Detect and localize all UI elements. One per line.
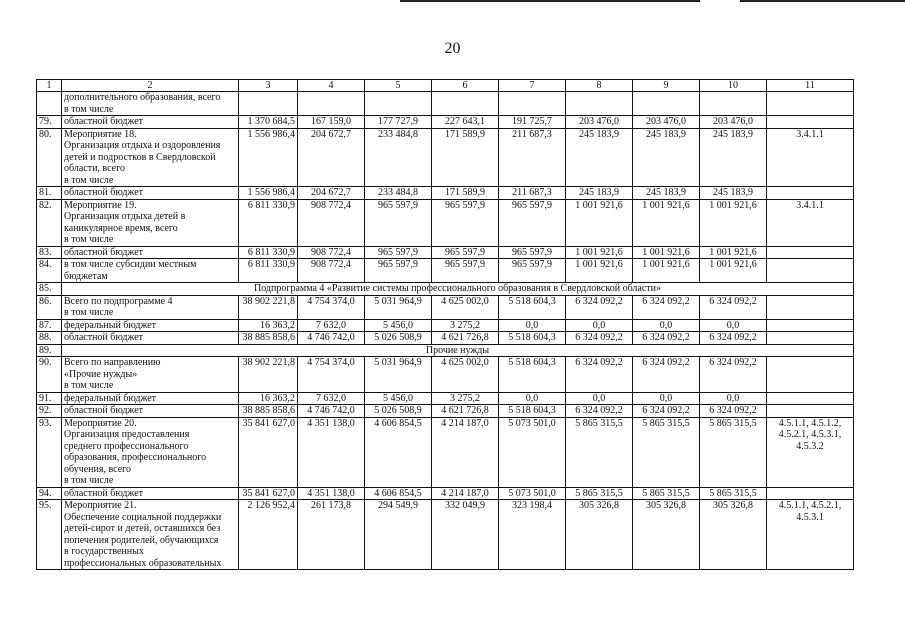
value-cell: 4 754 374,0 xyxy=(298,295,365,319)
target-ref-cell xyxy=(767,487,854,500)
value-cell: 245 183,9 xyxy=(700,128,767,187)
value-cell: 4 621 726,8 xyxy=(432,405,499,418)
value-cell: 0,0 xyxy=(499,319,566,332)
value-cell: 7 632,0 xyxy=(298,319,365,332)
value-cell: 965 597,9 xyxy=(365,199,432,246)
value-cell xyxy=(365,92,432,116)
value-cell: 5 865 315,5 xyxy=(633,417,700,487)
table-row xyxy=(37,500,854,570)
row-number: 92. xyxy=(37,405,62,418)
value-cell: 305 326,8 xyxy=(700,500,767,570)
value-cell: 227 643,1 xyxy=(432,116,499,129)
value-cell: 305 326,8 xyxy=(633,500,700,570)
value-cell: 5 031 964,9 xyxy=(365,357,432,393)
value-cell: 261 173,8 xyxy=(298,500,365,570)
row-name-line: в том числе xyxy=(64,103,114,115)
row-name-line: «Прочие нужды» xyxy=(64,368,138,380)
row-number: 91. xyxy=(37,392,62,405)
value-cell: 6 324 092,2 xyxy=(700,295,767,319)
value-cell: 0,0 xyxy=(633,392,700,405)
value-cell: 4 621 726,8 xyxy=(432,332,499,345)
target-ref-cell xyxy=(767,128,854,187)
row-name-line: Мероприятие 19. xyxy=(64,199,137,211)
value-cell: 6 324 092,2 xyxy=(633,357,700,393)
row-number: 94. xyxy=(37,487,62,500)
value-cell: 4 606 854,5 xyxy=(365,417,432,487)
row-name-line: областной бюджет xyxy=(64,405,144,416)
value-cell: 171 589,9 xyxy=(432,187,499,200)
column-header-cell: 8 xyxy=(566,80,633,92)
row-number xyxy=(37,92,62,116)
column-header-cell: 6 xyxy=(432,80,499,92)
row-name-line: попечения родителей, обучающихся xyxy=(64,534,219,546)
value-cell: 245 183,9 xyxy=(633,187,700,200)
row-name xyxy=(62,417,239,487)
column-header-cell: 10 xyxy=(700,80,767,92)
value-cell: 5 031 964,9 xyxy=(365,295,432,319)
row-name xyxy=(62,128,239,187)
value-cell: 5 865 315,5 xyxy=(700,487,767,500)
row-name xyxy=(62,92,239,116)
target-ref-cell xyxy=(767,199,854,246)
table-row xyxy=(37,246,854,259)
row-name-line: Мероприятие 18. xyxy=(64,128,137,140)
target-ref-cell xyxy=(767,332,854,345)
target-ref-cell xyxy=(767,295,854,319)
target-ref-line: 4.5.3.2 xyxy=(796,440,824,452)
value-cell: 908 772,4 xyxy=(298,259,365,283)
value-cell: 1 001 921,6 xyxy=(700,246,767,259)
row-number: 90. xyxy=(37,357,62,393)
target-ref-line: 4.5.3.1 xyxy=(796,511,824,523)
value-cell: 191 725,7 xyxy=(499,116,566,129)
target-ref-cell xyxy=(767,92,854,116)
value-cell xyxy=(239,92,298,116)
value-cell: 6 811 330,9 xyxy=(239,246,298,259)
value-cell: 1 001 921,6 xyxy=(700,259,767,283)
value-cell: 4 754 374,0 xyxy=(298,357,365,393)
value-cell: 16 363,2 xyxy=(239,392,298,405)
value-cell: 965 597,9 xyxy=(365,246,432,259)
target-ref-cell xyxy=(767,259,854,283)
value-cell: 0,0 xyxy=(700,392,767,405)
row-name xyxy=(62,332,239,345)
row-name-line: дополнительного образования, всего xyxy=(64,92,221,103)
row-number: 93. xyxy=(37,417,62,487)
row-name xyxy=(62,405,239,418)
row-name-line: в том числе xyxy=(64,307,114,318)
row-name-line: Организация отдыха детей в xyxy=(64,211,186,222)
value-cell: 5 865 315,5 xyxy=(566,417,633,487)
row-number: 82. xyxy=(37,199,62,246)
row-number: 84. xyxy=(37,259,62,283)
table-row xyxy=(37,487,854,500)
value-cell: 0,0 xyxy=(566,392,633,405)
row-number: 88. xyxy=(37,332,62,345)
column-header-cell: 5 xyxy=(365,80,432,92)
value-cell: 4 214 187,0 xyxy=(432,487,499,500)
value-cell: 965 597,9 xyxy=(365,259,432,283)
value-cell: 6 324 092,2 xyxy=(566,295,633,319)
column-header-cell: 3 xyxy=(239,80,298,92)
section-title: Подпрограмма 4 «Развитие системы профессионального образования в Свердловской области» xyxy=(62,283,854,296)
row-name-line: детей и подростков в Свердловской xyxy=(64,151,216,163)
row-name-line: Организация отдыха и оздоровления xyxy=(64,140,221,151)
row-number: 79. xyxy=(37,116,62,129)
value-cell xyxy=(432,92,499,116)
row-name xyxy=(62,392,239,405)
value-cell: 171 589,9 xyxy=(432,128,499,187)
value-cell: 211 687,3 xyxy=(499,187,566,200)
value-cell: 908 772,4 xyxy=(298,199,365,246)
value-cell: 3 275,2 xyxy=(432,319,499,332)
value-cell: 1 556 986,4 xyxy=(239,128,298,187)
row-name-line: в том числе xyxy=(64,475,114,486)
value-cell: 3 275,2 xyxy=(432,392,499,405)
row-name-line: областной бюджет xyxy=(64,187,144,198)
row-name xyxy=(62,259,239,283)
top-rule-right xyxy=(740,0,905,2)
value-cell: 4 214 187,0 xyxy=(432,417,499,487)
value-cell: 5 518 604,3 xyxy=(499,357,566,393)
value-cell: 4 351 138,0 xyxy=(298,487,365,500)
value-cell: 35 841 627,0 xyxy=(239,487,298,500)
row-name-line: профессиональных образовательных xyxy=(64,557,222,569)
value-cell: 4 746 742,0 xyxy=(298,405,365,418)
value-cell: 38 902 221,8 xyxy=(239,357,298,393)
value-cell: 1 001 921,6 xyxy=(633,259,700,283)
table-row xyxy=(37,92,854,116)
value-cell: 1 001 921,6 xyxy=(566,246,633,259)
value-cell: 1 001 921,6 xyxy=(700,199,767,246)
table-row xyxy=(37,319,854,332)
value-cell: 908 772,4 xyxy=(298,246,365,259)
value-cell: 6 324 092,2 xyxy=(633,295,700,319)
row-name-line: Мероприятие 20. xyxy=(64,417,137,429)
row-number: 89. xyxy=(37,344,62,357)
table-row xyxy=(37,392,854,405)
target-ref-cell xyxy=(767,500,854,570)
value-cell xyxy=(298,92,365,116)
value-cell: 245 183,9 xyxy=(566,187,633,200)
target-ref-line: 3.4.1.1 xyxy=(796,128,824,140)
value-cell: 38 885 858,6 xyxy=(239,332,298,345)
table-row xyxy=(37,128,854,187)
row-number: 85. xyxy=(37,283,62,296)
value-cell: 0,0 xyxy=(700,319,767,332)
value-cell: 5 865 315,5 xyxy=(633,487,700,500)
value-cell: 38 902 221,8 xyxy=(239,295,298,319)
value-cell: 5 026 508,9 xyxy=(365,405,432,418)
value-cell: 1 001 921,6 xyxy=(566,259,633,283)
value-cell: 38 885 858,6 xyxy=(239,405,298,418)
section-row xyxy=(37,283,854,296)
table-row xyxy=(37,417,854,487)
value-cell: 4 606 854,5 xyxy=(365,487,432,500)
value-cell: 203 476,0 xyxy=(700,116,767,129)
row-number: 80. xyxy=(37,128,62,187)
row-name xyxy=(62,246,239,259)
row-number: 87. xyxy=(37,319,62,332)
value-cell: 6 811 330,9 xyxy=(239,259,298,283)
value-cell: 965 597,9 xyxy=(432,246,499,259)
row-name-line: образования, профессионального xyxy=(64,452,207,463)
target-ref-cell xyxy=(767,187,854,200)
value-cell: 4 746 742,0 xyxy=(298,332,365,345)
row-name xyxy=(62,319,239,332)
value-cell: 245 183,9 xyxy=(566,128,633,187)
target-ref-line: 3.4.1.1 xyxy=(796,199,824,211)
value-cell: 5 865 315,5 xyxy=(700,417,767,487)
target-ref-cell xyxy=(767,246,854,259)
value-cell: 177 727,9 xyxy=(365,116,432,129)
value-cell: 6 324 092,2 xyxy=(700,357,767,393)
value-cell: 6 811 330,9 xyxy=(239,199,298,246)
row-name-line: Мероприятие 21. xyxy=(64,500,137,511)
table-row xyxy=(37,259,854,283)
row-name-line: областной бюджет xyxy=(64,332,144,343)
value-cell: 5 456,0 xyxy=(365,319,432,332)
row-name xyxy=(62,357,239,393)
value-cell: 5 073 501,0 xyxy=(499,487,566,500)
row-name-line: каникулярное время, всего xyxy=(64,222,178,234)
value-cell: 5 518 604,3 xyxy=(499,405,566,418)
value-cell: 167 159,0 xyxy=(298,116,365,129)
value-cell: 294 549,9 xyxy=(365,500,432,570)
section-title: Прочие нужды xyxy=(62,344,854,357)
value-cell: 0,0 xyxy=(499,392,566,405)
value-cell: 4 625 002,0 xyxy=(432,357,499,393)
value-cell: 332 049,9 xyxy=(432,500,499,570)
row-number: 86. xyxy=(37,295,62,319)
value-cell: 7 632,0 xyxy=(298,392,365,405)
value-cell: 211 687,3 xyxy=(499,128,566,187)
top-rule-left xyxy=(400,0,700,2)
value-cell: 1 001 921,6 xyxy=(566,199,633,246)
value-cell: 204 672,7 xyxy=(298,187,365,200)
row-number: 81. xyxy=(37,187,62,200)
row-name-line: области, всего xyxy=(64,163,125,174)
row-name-line: бюджетам xyxy=(64,270,108,282)
value-cell: 965 597,9 xyxy=(499,199,566,246)
value-cell: 965 597,9 xyxy=(499,259,566,283)
column-header-cell: 2 xyxy=(62,80,239,92)
value-cell: 6 324 092,2 xyxy=(633,405,700,418)
row-number: 83. xyxy=(37,246,62,259)
target-ref-line: 4.5.1.1, 4.5.2.1, xyxy=(778,500,842,511)
table-row xyxy=(37,199,854,246)
row-name xyxy=(62,187,239,200)
value-cell: 4 351 138,0 xyxy=(298,417,365,487)
value-cell: 1 370 684,5 xyxy=(239,116,298,129)
target-ref-cell xyxy=(767,405,854,418)
budget-table xyxy=(36,79,854,570)
value-cell: 1 001 921,6 xyxy=(633,246,700,259)
section-row xyxy=(37,344,854,357)
value-cell: 305 326,8 xyxy=(566,500,633,570)
target-ref-cell xyxy=(767,392,854,405)
value-cell: 4 625 002,0 xyxy=(432,295,499,319)
target-ref-line: 4.5.2.1, 4.5.3.1, xyxy=(778,429,842,440)
table-row xyxy=(37,332,854,345)
value-cell xyxy=(499,92,566,116)
target-ref-cell xyxy=(767,357,854,393)
value-cell xyxy=(633,92,700,116)
row-name xyxy=(62,487,239,500)
row-name-line: Обеспечение социальной поддержки xyxy=(64,511,222,523)
column-header-cell: 1 xyxy=(37,80,62,92)
row-name-line: областной бюджет xyxy=(64,487,144,499)
value-cell: 5 518 604,3 xyxy=(499,295,566,319)
row-name-line: в государственных xyxy=(64,546,144,557)
row-number: 95. xyxy=(37,500,62,570)
row-name-line: Организация предоставления xyxy=(64,429,190,440)
value-cell: 245 183,9 xyxy=(700,187,767,200)
table-row xyxy=(37,295,854,319)
value-cell: 6 324 092,2 xyxy=(633,332,700,345)
value-cell: 323 198,4 xyxy=(499,500,566,570)
row-name xyxy=(62,199,239,246)
column-header-cell: 4 xyxy=(298,80,365,92)
row-name-line: среднего профессионального xyxy=(64,440,189,452)
table-body xyxy=(37,80,854,570)
table-row xyxy=(37,357,854,393)
row-name-line: Всего по направлению xyxy=(64,357,161,368)
page-number: 20 xyxy=(444,40,461,57)
value-cell: 1 556 986,4 xyxy=(239,187,298,200)
target-ref-line: 4.5.1.1, 4.5.1.2, xyxy=(778,417,842,429)
row-name-line: областной бюджет xyxy=(64,116,144,127)
value-cell: 1 001 921,6 xyxy=(633,199,700,246)
value-cell: 203 476,0 xyxy=(566,116,633,129)
value-cell: 5 026 508,9 xyxy=(365,332,432,345)
value-cell: 6 324 092,2 xyxy=(566,332,633,345)
value-cell: 233 484,8 xyxy=(365,128,432,187)
value-cell: 965 597,9 xyxy=(432,259,499,283)
column-header-row xyxy=(37,80,854,92)
row-name-line: обучения, всего xyxy=(64,463,131,475)
value-cell xyxy=(566,92,633,116)
value-cell: 203 476,0 xyxy=(633,116,700,129)
row-name-line: в том числе xyxy=(64,380,114,391)
column-header-cell: 7 xyxy=(499,80,566,92)
value-cell: 204 672,7 xyxy=(298,128,365,187)
value-cell: 965 597,9 xyxy=(432,199,499,246)
value-cell: 6 324 092,2 xyxy=(566,357,633,393)
value-cell: 245 183,9 xyxy=(633,128,700,187)
target-ref-cell xyxy=(767,319,854,332)
row-name-line: в том числе xyxy=(64,174,114,186)
row-name-line: Всего по подпрограмме 4 xyxy=(64,295,173,307)
table-row xyxy=(37,187,854,200)
row-name xyxy=(62,500,239,570)
row-name xyxy=(62,295,239,319)
value-cell: 965 597,9 xyxy=(499,246,566,259)
value-cell: 233 484,8 xyxy=(365,187,432,200)
value-cell xyxy=(700,92,767,116)
row-name-line: в том числе субсидии местным xyxy=(64,259,197,270)
value-cell: 6 324 092,2 xyxy=(700,332,767,345)
row-name-line: детей-сирот и детей, оставшихся без xyxy=(64,523,221,534)
row-name-line: в том числе xyxy=(64,234,114,245)
value-cell: 0,0 xyxy=(566,319,633,332)
table-row xyxy=(37,405,854,418)
value-cell: 6 324 092,2 xyxy=(566,405,633,418)
row-name-line: федеральный бюджет xyxy=(64,392,157,404)
value-cell: 0,0 xyxy=(633,319,700,332)
value-cell: 6 324 092,2 xyxy=(700,405,767,418)
value-cell: 2 126 952,4 xyxy=(239,500,298,570)
value-cell: 5 865 315,5 xyxy=(566,487,633,500)
target-ref-cell xyxy=(767,116,854,129)
row-name-line: федеральный бюджет xyxy=(64,319,157,331)
value-cell: 5 073 501,0 xyxy=(499,417,566,487)
table-row xyxy=(37,116,854,129)
target-ref-cell xyxy=(767,417,854,487)
value-cell: 35 841 627,0 xyxy=(239,417,298,487)
column-header-cell: 9 xyxy=(633,80,700,92)
value-cell: 5 456,0 xyxy=(365,392,432,405)
column-header-cell: 11 xyxy=(767,80,854,92)
row-name xyxy=(62,116,239,129)
value-cell: 5 518 604,3 xyxy=(499,332,566,345)
row-name-line: областной бюджет xyxy=(64,246,144,258)
value-cell: 16 363,2 xyxy=(239,319,298,332)
